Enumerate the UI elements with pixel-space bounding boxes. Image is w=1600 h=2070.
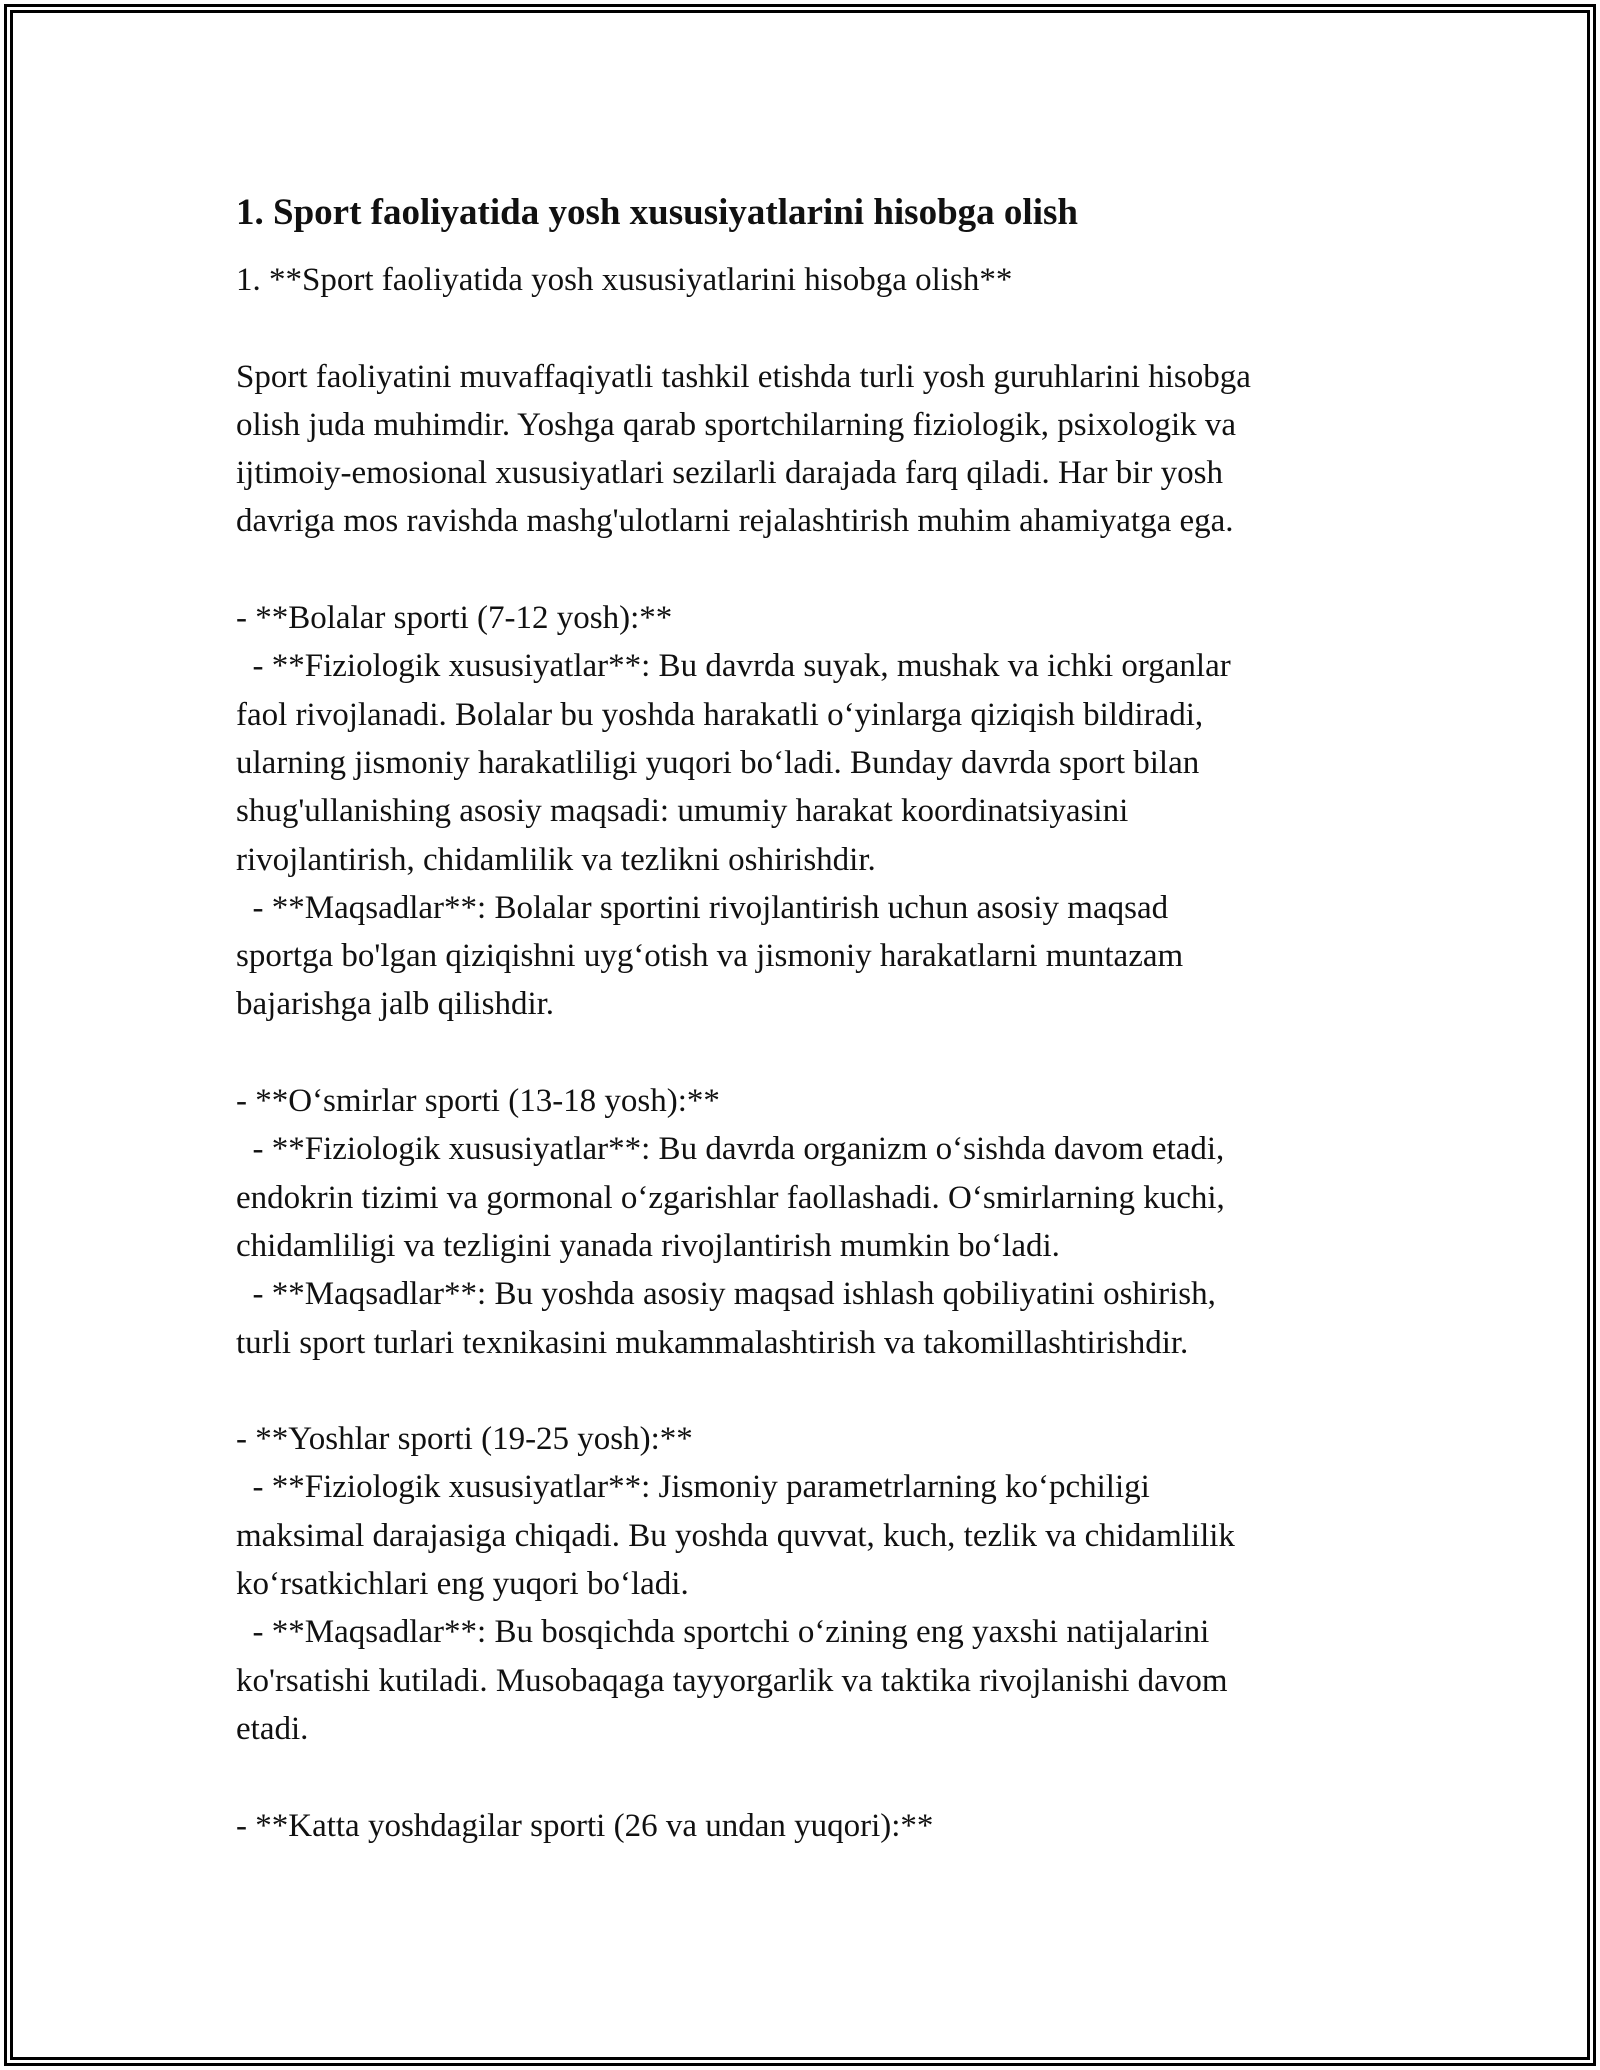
text-line: faol rivojlanadi. Bolalar bu yoshda harakatli o‘yinlarga qiziqish bildiradi,	[236, 696, 1204, 733]
paragraph-gap	[236, 304, 1376, 352]
document-body	[236, 186, 1376, 1850]
text-line: chidamliligi va tezligini yanada rivojlantirish mumkin bo‘ladi.	[236, 1227, 1060, 1264]
text-line: ularning jismoniy harakatliligi yuqori bo‘ladi. Bunday davrda sport bilan	[236, 744, 1200, 781]
text-line: Sport faoliyatini muvaffaqiyatli tashkil etishda turli yosh guruhlarini hisobga	[236, 358, 1251, 395]
text-line: sportga bo'lgan qiziqishni uyg‘otish va jismoniy harakatlarni muntazam	[236, 938, 1184, 975]
text-line: - **Maqsadlar**: Bu bosqichda sportchi o‘zining eng yaxshi natijalarini	[236, 1614, 1210, 1651]
text-line: ko'rsatishi kutiladi. Musobaqaga tayyorgarlik va taktika rivojlanishi davom	[236, 1662, 1228, 1699]
text-line: endokrin tizimi va gormonal o‘zgarishlar faollashadi. O‘smirlarning kuchi,	[236, 1179, 1225, 1216]
text-line: - **Bolalar sporti (7-12 yosh):**	[236, 600, 673, 637]
text-line: - **Fiziologik xususiyatlar**: Bu davrda organizm o‘sishda davom etadi,	[236, 1131, 1225, 1168]
text-line: - **Maqsadlar**: Bolalar sportini rivojlantirish uchun asosiy maqsad	[236, 889, 1169, 926]
text-line: etadi.	[236, 1710, 309, 1747]
teen-sport-section	[236, 1077, 1376, 1367]
intro-paragraph	[236, 353, 1376, 546]
text-line: olish juda muhimdir. Yoshga qarab sportchilarning fiziologik, psixologik va	[236, 406, 1237, 443]
text-line: shug'ullanishing asosiy maqsadi: umumiy harakat koordinatsiyasini	[236, 793, 1129, 830]
paragraph-gap	[236, 546, 1376, 594]
text-line: - **Fiziologik xususiyatlar**: Jismoniy parametrlarning ko‘pchiligi	[236, 1469, 1150, 1506]
paragraph-gap	[236, 1029, 1376, 1077]
youth-sport-section	[236, 1415, 1376, 1753]
text-line: bajarishga jalb qilishdir.	[236, 986, 555, 1023]
children-sport-section	[236, 594, 1376, 1029]
text-line: - **Yoshlar sporti (19-25 yosh):**	[236, 1421, 693, 1458]
paragraph-gap	[236, 1753, 1376, 1801]
document-heading: 1. Sport faoliyatida yosh xususiyatlarini hisobga olish	[236, 192, 1078, 233]
text-line: ko‘rsatkichlari eng yuqori bo‘ladi.	[236, 1566, 689, 1603]
text-line: rivojlantirish, chidamlilik va tezlikni oshirishdir.	[236, 841, 876, 878]
text-line: - **Fiziologik xususiyatlar**: Bu davrda suyak, mushak va ichki organlar	[236, 648, 1231, 685]
text-line: - **Katta yoshdagilar sporti (26 va undan yuqori):**	[236, 1807, 934, 1844]
numbered-heading-paragraph	[236, 256, 1376, 304]
text-line: - **Maqsadlar**: Bu yoshda asosiy maqsad ishlash qobiliyatini oshirish,	[236, 1276, 1216, 1313]
adult-sport-section	[236, 1802, 1376, 1850]
text-line: - **O‘smirlar sporti (13-18 yosh):**	[236, 1083, 720, 1120]
text-line: davriga mos ravishda mashg'ulotlarni rejalashtirish muhim ahamiyatga ega.	[236, 503, 1234, 540]
text-line: 1. **Sport faoliyatida yosh xususiyatlarini hisobga olish**	[236, 262, 1013, 298]
text-line: maksimal darajasiga chiqadi. Bu yoshda quvvat, kuch, tezlik va chidamlilik	[236, 1517, 1235, 1554]
paragraph-gap	[236, 1367, 1376, 1415]
text-line: ijtimoiy-emosional xususiyatlari sezilarli darajada farq qiladi. Har bir yosh	[236, 455, 1223, 492]
text-line: turli sport turlari texnikasini mukammalashtirish va takomillashtirishdir.	[236, 1324, 1189, 1361]
